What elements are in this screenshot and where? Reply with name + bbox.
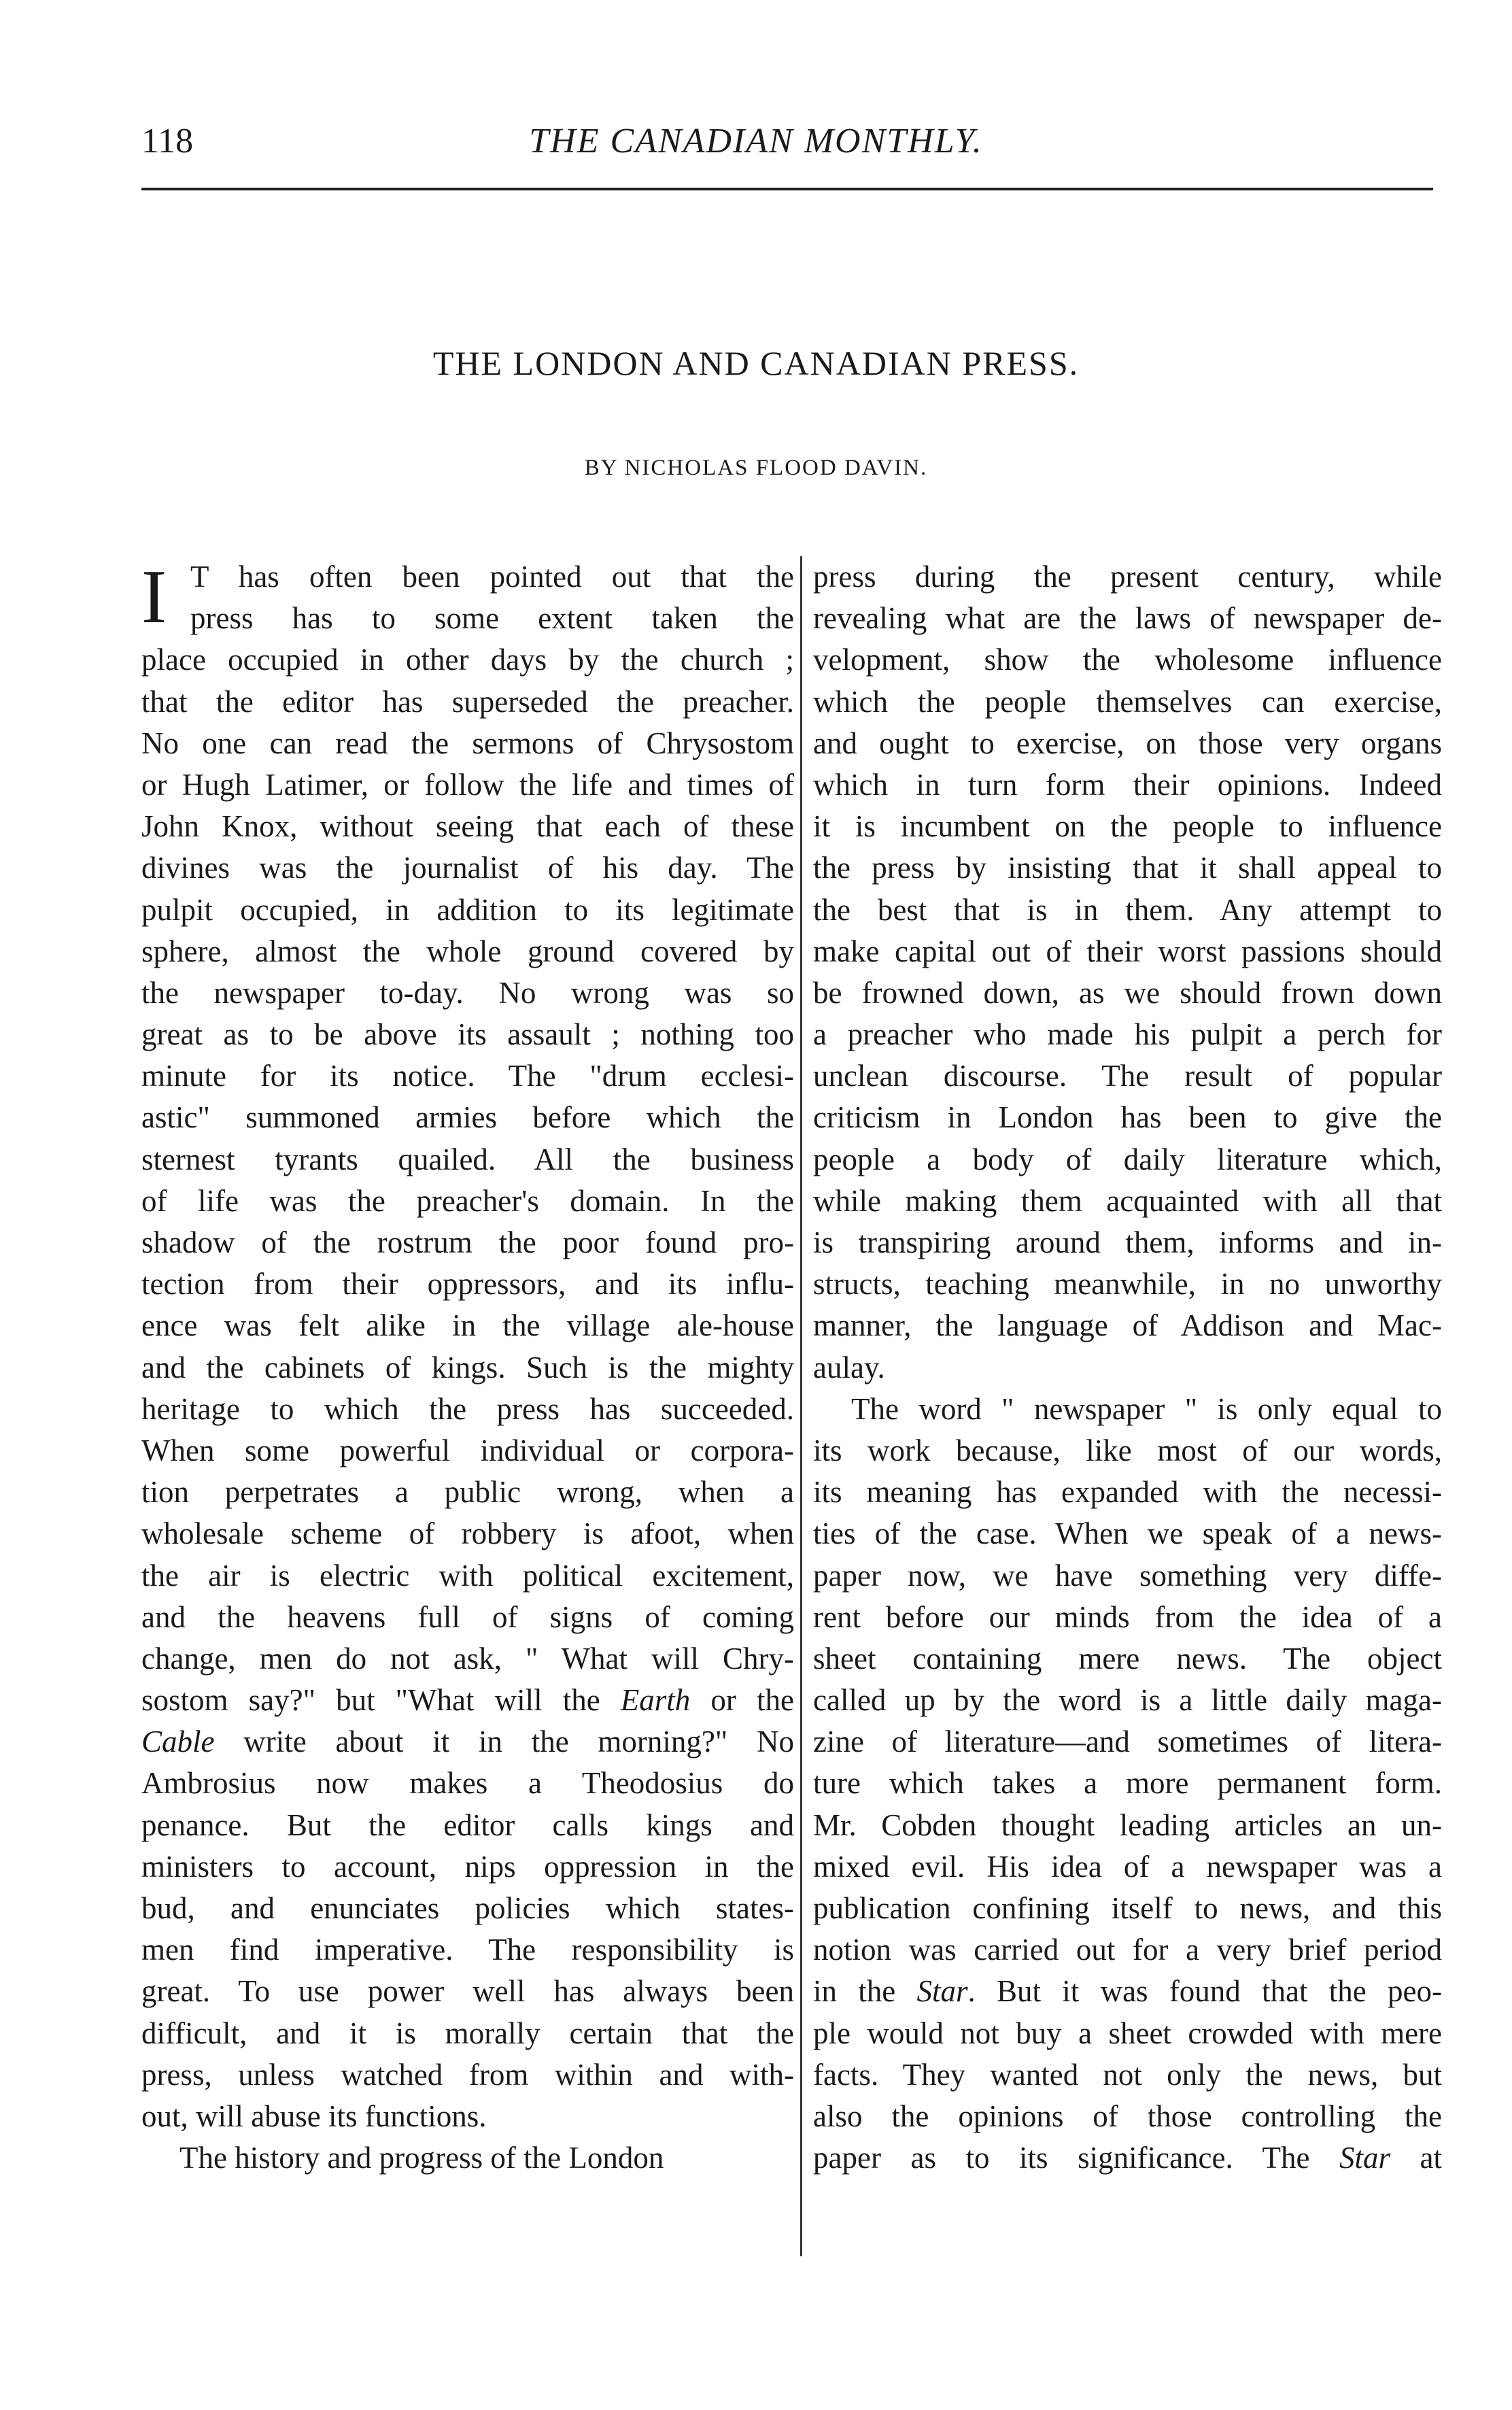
text-line: in the Star. But it was found that the peo- <box>813 1974 1442 2009</box>
text-line: penance. But the editor calls kings and <box>141 1808 794 1842</box>
text-line: ence was felt alike in the village ale-house <box>141 1308 794 1343</box>
text-line: unclean discourse. The result of popular <box>813 1059 1442 1093</box>
text-line: sostom say?" but "What will the Earth or the <box>141 1683 794 1718</box>
text-line: publication confining itself to news, and this <box>813 1891 1442 1925</box>
text-line: ture which takes a more permanent form. <box>813 1766 1442 1801</box>
text-line: paper as to its significance. The Star at <box>813 2141 1442 2175</box>
text-line: shadow of the rostrum the poor found pro- <box>141 1225 794 1259</box>
text-line: be frowned down, as we should frown down <box>813 975 1442 1010</box>
text-line: which the people themselves can exercise, <box>813 684 1442 719</box>
text-line: The word " newspaper " is only equal to <box>851 1391 1442 1426</box>
text-line: wholesale scheme of robbery is afoot, when <box>141 1516 794 1551</box>
text-line: rent before our minds from the idea of a <box>813 1599 1442 1634</box>
text-line: Cable write about it in the morning?" No <box>141 1725 794 1759</box>
text-line: the press by insisting that it shall appeal to <box>813 851 1442 885</box>
text-line: and the cabinets of kings. Such is the mighty <box>141 1350 794 1385</box>
text-line: divines was the journalist of his day. The <box>141 851 794 885</box>
text-line: revealing what are the laws of newspaper de- <box>813 601 1442 636</box>
text-line: facts. They wanted not only the news, but <box>813 2057 1442 2092</box>
running-head: THE CANADIAN MONTHLY. <box>529 122 983 160</box>
text-line: its work because, like most of our words, <box>813 1433 1442 1467</box>
text-line: which in turn form their opinions. Indeed <box>813 767 1442 802</box>
text-line: manner, the language of Addison and Mac- <box>813 1308 1442 1343</box>
text-line: tion perpetrates a public wrong, when a <box>141 1475 794 1510</box>
text-line: a preacher who made his pulpit a perch for <box>813 1017 1442 1052</box>
text-line: zine of literature—and sometimes of litera- <box>813 1725 1442 1759</box>
text-line: velopment, show the wholesome influence <box>813 643 1442 677</box>
text-line: its meaning has expanded with the necessi- <box>813 1475 1442 1510</box>
text-line: paper now, we have something very diffe- <box>813 1558 1442 1593</box>
text-line: while making them acquainted with all that <box>813 1183 1442 1218</box>
page-number: 118 <box>141 122 194 160</box>
text-line: out, will abuse its functions. <box>141 2099 487 2133</box>
drop-cap: I <box>141 555 167 639</box>
text-line: astic" summoned armies before which the <box>141 1100 794 1135</box>
text-line: ties of the case. When we speak of a news- <box>813 1516 1442 1551</box>
text-line: the newspaper to-day. No wrong was so <box>141 975 794 1010</box>
text-line: people a body of daily literature which, <box>813 1142 1442 1176</box>
text-line: called up by the word is a little daily maga- <box>813 1683 1442 1718</box>
byline: BY NICHOLAS FLOOD DAVIN. <box>584 456 928 480</box>
text-line: sheet containing mere news. The object <box>813 1641 1442 1676</box>
text-line: men find imperative. The responsibility is <box>141 1933 794 1967</box>
text-line: and the heavens full of signs of coming <box>141 1599 794 1634</box>
text-line: change, men do not ask, " What will Chry- <box>141 1641 794 1676</box>
text-line: The history and progress of the London <box>179 2141 664 2175</box>
text-line: great as to be above its assault ; nothing too <box>141 1017 794 1052</box>
article-title: THE LONDON AND CANADIAN PRESS. <box>432 344 1080 382</box>
text-line: pulpit occupied, in addition to its legitimate <box>141 892 794 927</box>
text-line: heritage to which the press has succeeded. <box>141 1391 794 1426</box>
text-line: make capital out of their worst passions should <box>813 934 1442 968</box>
text-line: T has often been pointed out that the <box>190 560 794 594</box>
text-line: the best that is in them. Any attempt to <box>813 892 1442 927</box>
text-line: Mr. Cobden thought leading articles an un- <box>813 1808 1442 1842</box>
text-line: ple would not buy a sheet crowded with mere <box>813 2016 1442 2050</box>
text-line: difficult, and it is morally certain that the <box>141 2016 794 2050</box>
text-line: of life was the preacher's domain. In the <box>141 1183 794 1218</box>
text-line: When some powerful individual or corpora- <box>141 1433 794 1467</box>
text-line: is transpiring around them, informs and in- <box>813 1225 1442 1259</box>
right-column <box>813 556 1442 2179</box>
text-line: bud, and enunciates policies which states- <box>141 1891 794 1925</box>
text-line: tection from their oppressors, and its influ- <box>141 1267 794 1302</box>
text-line: aulay. <box>813 1350 885 1385</box>
left-column <box>141 556 794 2179</box>
text-line: the air is electric with political excitement, <box>141 1558 794 1593</box>
text-line: great. To use power well has always been <box>141 1974 794 2009</box>
text-line: structs, teaching meanwhile, in no unworthy <box>813 1267 1442 1302</box>
text-line: Ambrosius now makes a Theodosius do <box>141 1766 794 1801</box>
text-line: or Hugh Latimer, or follow the life and times of <box>141 767 794 802</box>
text-line: it is incumbent on the people to influence <box>813 809 1442 844</box>
text-line: John Knox, without seeing that each of these <box>141 809 794 844</box>
text-line: ministers to account, nips oppression in the <box>141 1849 794 1884</box>
text-line: and ought to exercise, on those very organs <box>813 726 1442 760</box>
text-line: mixed evil. His idea of a newspaper was a <box>813 1849 1442 1884</box>
text-line: sphere, almost the whole ground covered by <box>141 934 794 968</box>
text-line: press, unless watched from within and with- <box>141 2057 794 2092</box>
text-line: press during the present century, while <box>813 560 1442 594</box>
header-rule <box>141 188 1433 190</box>
text-line: No one can read the sermons of Chrysostom <box>141 726 794 760</box>
text-line: criticism in London has been to give the <box>813 1100 1442 1135</box>
text-line: sternest tyrants quailed. All the business <box>141 1142 794 1176</box>
text-line: that the editor has superseded the preacher. <box>141 684 794 719</box>
text-line: minute for its notice. The "drum ecclesi- <box>141 1059 794 1093</box>
text-line: notion was carried out for a very brief period <box>813 1933 1442 1967</box>
text-line: press has to some extent taken the <box>190 601 794 636</box>
text-line: also the opinions of those controlling the <box>813 2099 1442 2133</box>
text-line: place occupied in other days by the church ; <box>141 643 794 677</box>
column-divider <box>800 556 802 2256</box>
